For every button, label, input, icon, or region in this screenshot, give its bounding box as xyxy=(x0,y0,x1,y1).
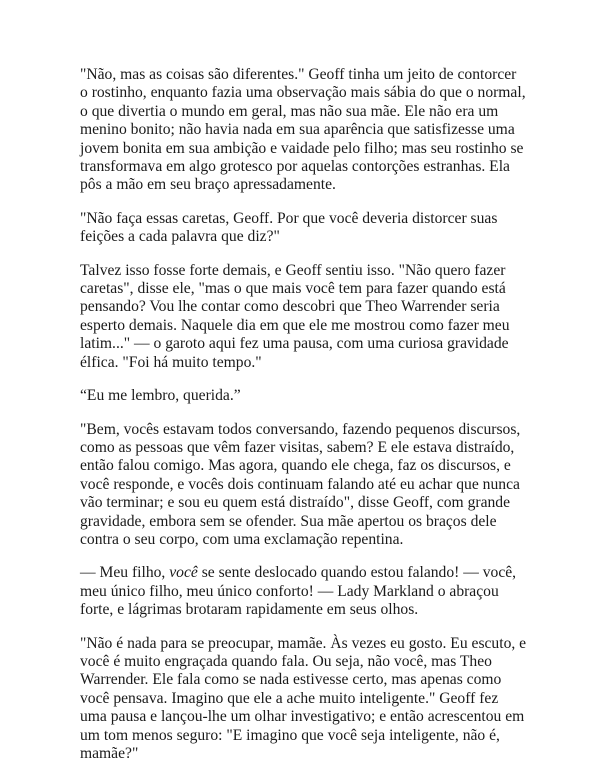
paragraph: "Não, mas as coisas são diferentes." Geoff tinha um jeito de contorcer o rostinho, enquanto fazia uma observação mais sábia do que o normal, o que divertia o mundo em geral, mas não sua mãe. Ele não era um menino bonito; não havia nada em sua aparência que satisfizesse uma jovem bonita em sua ambição e vaidade pelo filho; mas seu rostinho se transformava em algo grotesco por aquelas contorções estranhas. Ela pôs a mão em seu braço apressadamente. xyxy=(80,66,526,194)
paragraph: "Bem, vocês estavam todos conversando, fazendo pequenos discursos, como as pessoas que vêm fazer visitas, sabem? E ele estava distraído, então falou comigo. Mas agora, quando ele chega, faz os discursos, e você responde, e vocês dois continuam falando até eu achar que nunca vão terminar; e sou eu quem está distraído", disse Geoff, com grande gravidade, embora sem se ofender. Sua mãe apertou os braços dele contra o seu corpo, com uma exclamação repentina. xyxy=(80,420,521,548)
paragraph: Talvez isso fosse forte demais, e Geoff sentiu isso. "Não quero fazer caretas", disse ele, "mas o que mais você tem para fazer quando está pensando? Vou lhe contar como descobri que Theo Warrender seria esperto demais. Naquele dia em que ele me mostrou como fazer meu latim..." — o garoto aqui fez uma pausa, com uma curiosa gravidade élfica. "Foi há muito tempo." xyxy=(80,261,510,371)
paragraph: "Não é nada para se preocupar, mamãe. Às vezes eu gosto. Eu escuto, e você é muito engraçada quando fala. Ou seja, não você, mas Theo Warrender. Ele fala como se nada estivesse certo, mas apenas como você pensava. Imagino que ele a ache muito inteligente." Geoff fez uma pausa e lançou-lhe um olhar investigativo; e então acrescentou em um tom menos seguro: "E imagino que você seja inteligente, não é, mamãe?" xyxy=(80,634,527,762)
emphasis-text: você xyxy=(169,564,198,582)
document-page xyxy=(80,66,528,778)
paragraph: "Não faça essas caretas, Geoff. Por que você deveria distorcer suas feições a cada palavra que diz?" xyxy=(80,209,498,246)
paragraph-text: — Meu filho, xyxy=(80,564,170,582)
paragraph xyxy=(80,564,528,619)
paragraph-text: se sente deslocado quando estou falando! — você, meu único filho, meu único conforto! — Lady Markland o abraçou forte, e lágrimas brotaram rapidamente em seus olhos. xyxy=(80,564,517,619)
paragraph: “Eu me lembro, querida.” xyxy=(80,387,241,405)
